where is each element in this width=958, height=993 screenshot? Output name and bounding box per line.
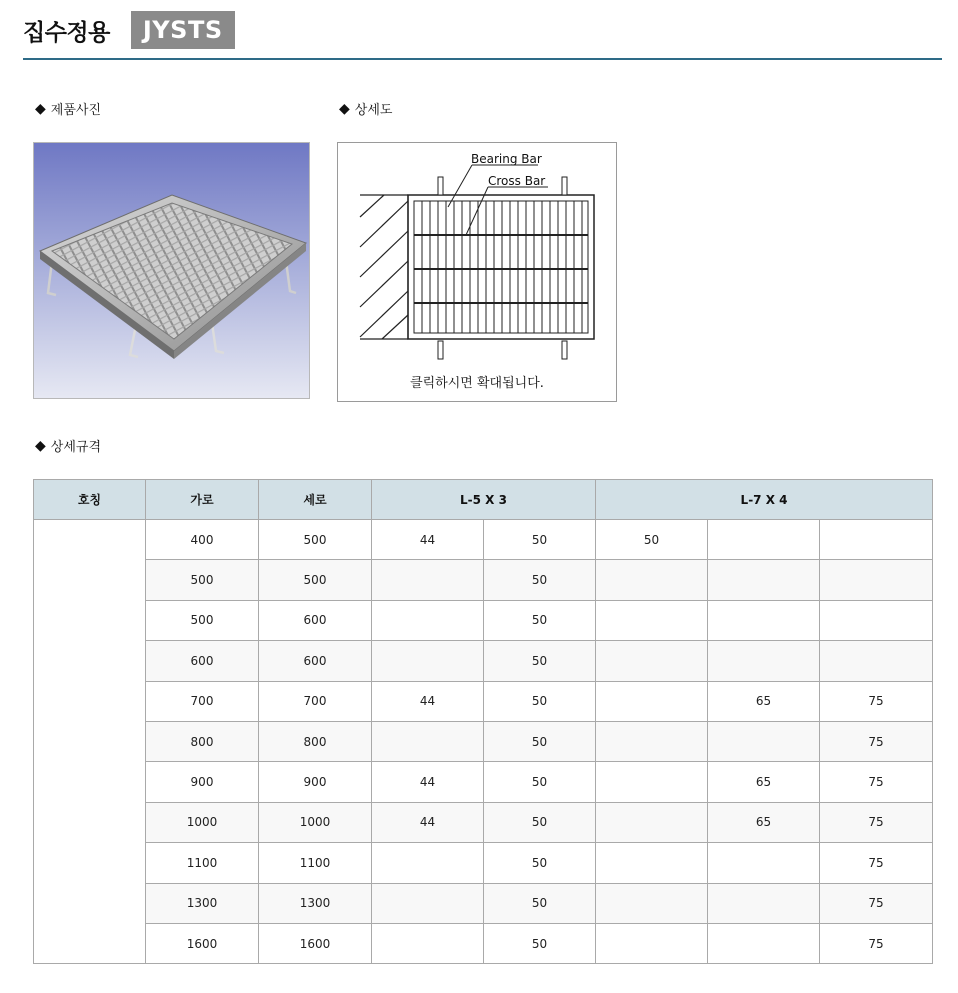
table-row	[34, 560, 933, 600]
table-cell: 50	[484, 883, 596, 923]
product-code-badge: JYSTS	[131, 11, 235, 49]
table-cell: 50	[484, 721, 596, 761]
table-cell: 65	[708, 681, 820, 721]
table-row	[34, 641, 933, 681]
table-cell: 1100	[146, 843, 259, 883]
table-row	[34, 843, 933, 883]
table-cell: 1000	[259, 802, 372, 842]
table-cell: 75	[820, 802, 933, 842]
table-cell	[596, 600, 708, 640]
table-cell: 75	[820, 721, 933, 761]
table-cell	[820, 600, 933, 640]
table-cell: 50	[484, 681, 596, 721]
table-cell: 500	[259, 520, 372, 560]
table-cell	[596, 883, 708, 923]
table-header-row	[34, 480, 933, 520]
table-cell	[708, 641, 820, 681]
table-cell	[708, 843, 820, 883]
table-cell: 800	[259, 721, 372, 761]
table-cell	[372, 641, 484, 681]
table-cell: 900	[146, 762, 259, 802]
table-cell: 600	[259, 641, 372, 681]
photo-section-label	[35, 99, 101, 118]
table-cell: 50	[484, 560, 596, 600]
table-cell: 1000	[146, 802, 259, 842]
table-cell	[820, 641, 933, 681]
diamond-bullet-icon: ◆	[35, 437, 46, 454]
table-row	[34, 600, 933, 640]
table-cell: 1100	[259, 843, 372, 883]
table-cell: 50	[484, 923, 596, 963]
zoom-caption: 클릭하시면 확대됩니다.	[410, 376, 544, 391]
table-cell	[596, 843, 708, 883]
table-cell: 800	[146, 721, 259, 761]
table-cell: 50	[484, 762, 596, 802]
table-cell	[596, 721, 708, 761]
table-cell: 600	[259, 600, 372, 640]
detail-section-text: 상세도	[354, 103, 393, 118]
table-cell	[596, 681, 708, 721]
table-row	[34, 883, 933, 923]
photo-section-text: 제품사진	[50, 103, 102, 118]
header-hoching: 호칭	[34, 480, 146, 520]
header-garo: 가로	[146, 480, 259, 520]
table-cell: 1300	[259, 883, 372, 923]
table-row	[34, 923, 933, 963]
table-cell: 50	[484, 802, 596, 842]
cross-bar-label: Cross Bar	[488, 174, 546, 188]
table-cell: 50	[484, 843, 596, 883]
table-cell	[596, 762, 708, 802]
table-cell: 75	[820, 762, 933, 802]
table-cell	[372, 843, 484, 883]
grating-photo-icon	[34, 143, 309, 398]
table-cell	[708, 923, 820, 963]
table-cell	[820, 520, 933, 560]
spec-table	[33, 479, 933, 964]
header-l5x3: L-5 X 3	[372, 480, 596, 520]
table-cell	[708, 560, 820, 600]
title-text: 집수정용	[23, 19, 110, 46]
table-cell	[708, 600, 820, 640]
table-cell: 44	[372, 762, 484, 802]
table-cell	[372, 600, 484, 640]
spec-section-label	[35, 436, 101, 455]
table-cell: 65	[708, 762, 820, 802]
table-cell: 500	[146, 600, 259, 640]
page-title	[23, 10, 235, 50]
table-cell: 44	[372, 520, 484, 560]
table-cell: 50	[596, 520, 708, 560]
table-cell: 75	[820, 883, 933, 923]
header-sero: 세로	[259, 480, 372, 520]
table-cell: 50	[484, 600, 596, 640]
table-cell	[372, 923, 484, 963]
table-cell	[596, 641, 708, 681]
table-cell: 1300	[146, 883, 259, 923]
header-l7x4: L-7 X 4	[596, 480, 933, 520]
table-cell: 500	[146, 560, 259, 600]
table-cell: 1600	[146, 923, 259, 963]
table-cell: 1600	[259, 923, 372, 963]
table-cell: 75	[820, 681, 933, 721]
diamond-bullet-icon: ◆	[339, 100, 350, 117]
spec-section-text: 상세규격	[50, 440, 102, 455]
table-cell	[708, 883, 820, 923]
table-row	[34, 721, 933, 761]
diamond-bullet-icon: ◆	[35, 100, 46, 117]
table-row	[34, 762, 933, 802]
table-cell: 75	[820, 843, 933, 883]
table-cell: 700	[146, 681, 259, 721]
table-cell: 600	[146, 641, 259, 681]
table-cell: 900	[259, 762, 372, 802]
table-cell: 44	[372, 681, 484, 721]
table-cell	[596, 560, 708, 600]
detail-drawing[interactable]	[337, 142, 617, 402]
table-cell: 700	[259, 681, 372, 721]
product-photo	[33, 142, 310, 399]
hoching-cell	[34, 520, 146, 964]
table-cell	[372, 560, 484, 600]
table-cell: 65	[708, 802, 820, 842]
table-cell	[596, 923, 708, 963]
table-cell	[372, 883, 484, 923]
title-divider	[23, 58, 942, 60]
grating-detail-drawing	[338, 143, 616, 401]
table-cell: 500	[259, 560, 372, 600]
table-cell	[820, 560, 933, 600]
table-cell: 50	[484, 641, 596, 681]
table-cell	[596, 802, 708, 842]
bearing-bar-label: Bearing Bar	[471, 152, 542, 166]
table-cell	[708, 721, 820, 761]
table-cell	[708, 520, 820, 560]
table-cell: 75	[820, 923, 933, 963]
table-cell	[372, 721, 484, 761]
table-row	[34, 681, 933, 721]
table-cell: 50	[484, 520, 596, 560]
detail-section-label	[339, 99, 392, 118]
table-cell: 44	[372, 802, 484, 842]
table-cell: 400	[146, 520, 259, 560]
table-row	[34, 802, 933, 842]
table-row	[34, 520, 933, 560]
